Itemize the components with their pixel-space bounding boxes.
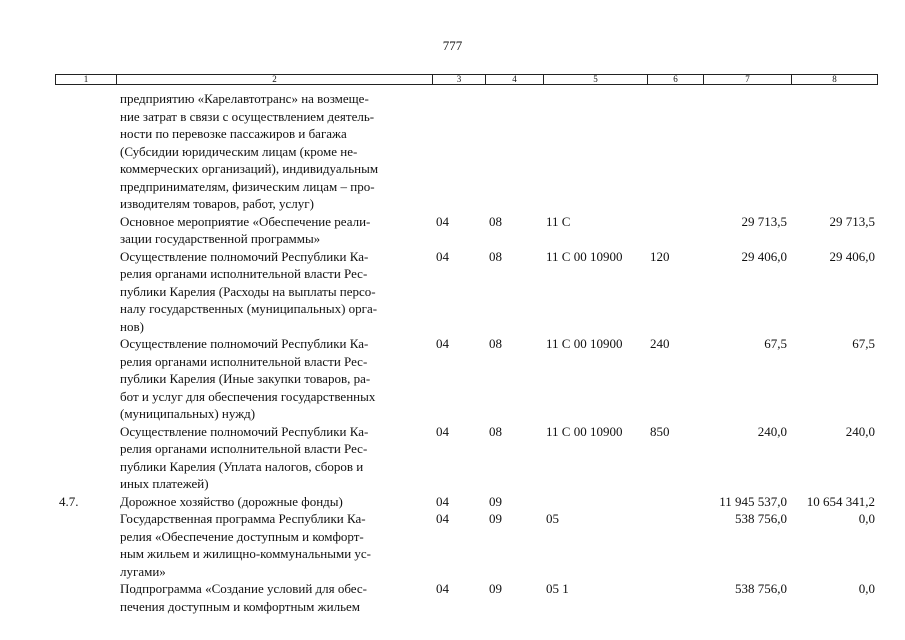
target-article-code: 11 С [546, 213, 571, 229]
target-article-code: 11 С 00 10900 [546, 336, 623, 351]
subsection-code: 09 [489, 581, 502, 596]
amount-col7: 67,5 [764, 336, 787, 351]
section-code: 04 [436, 213, 449, 229]
target-article-code: 05 1 [546, 581, 569, 596]
section-code: 04 [436, 581, 449, 596]
row-number [55, 423, 116, 493]
amount-col8: 0,0 [858, 511, 875, 526]
amount-col8: 29 713,5 [829, 213, 875, 229]
subsection-code: 08 [489, 336, 502, 351]
column-header-4: 4 [486, 75, 544, 84]
section-code: 04 [436, 423, 449, 439]
row-name: Дорожное хозяйство (дорожные фонды) [120, 493, 343, 509]
section-code: 04 [436, 511, 449, 526]
expense-type-code: 240 [650, 336, 670, 351]
table-row [55, 580, 878, 615]
expense-type-code [647, 213, 703, 248]
column-header-row [55, 74, 878, 85]
amount-col7 [703, 90, 791, 213]
column-header-8: 8 [832, 74, 837, 84]
table-row [55, 335, 878, 423]
subsection-code: 08 [489, 423, 502, 439]
amount-col8: 240,0 [845, 423, 875, 439]
column-header-7: 7 [704, 75, 792, 84]
row-number [55, 248, 116, 336]
row-name: Подпрограмма «Создание условий для обес- печения доступным и комфортным жильем [120, 581, 367, 614]
budget-table [55, 90, 878, 615]
amount-col7: 29 713,5 [741, 213, 787, 229]
row-number [55, 213, 116, 248]
expense-type-code [647, 510, 703, 580]
amount-col7: 11 945 537,0 [719, 493, 787, 509]
column-header-3: 3 [433, 75, 486, 84]
subsection-code: 08 [489, 213, 502, 229]
expense-type-code [647, 90, 703, 213]
target-article-code: 11 С 00 10900 [546, 248, 623, 264]
row-number: 4.7. [59, 493, 79, 509]
section-code: 04 [436, 336, 449, 351]
column-header-2: 2 [117, 75, 433, 84]
subsection-code [485, 90, 543, 213]
table-row [55, 213, 878, 248]
section-code: 04 [436, 248, 449, 264]
page-number: 777 [442, 38, 463, 53]
amount-col8: 29 406,0 [829, 248, 875, 264]
column-header-6: 6 [648, 75, 704, 84]
subsection-code: 08 [489, 248, 502, 264]
target-article-code [543, 493, 647, 511]
amount-col8: 67,5 [852, 336, 875, 351]
row-name: Государственная программа Республики Ка- релия «Обеспечение доступным и комфорт- ным жильем и жилищно-коммунальными ус- лугами» [120, 511, 371, 579]
expense-type-code: 120 [650, 248, 670, 264]
row-name: Основное мероприятие «Обеспечение реали- зации государственной программы» [120, 213, 371, 246]
row-number [55, 90, 116, 213]
expense-type-code [647, 493, 703, 511]
section-code: 04 [436, 493, 449, 509]
row-name: Осуществление полномочий Республики Ка- релия органами исполнительной власти Рес- публики Карелия (Иные закупки товаров, ра- бот и услуг для обеспечения государственных (муниципальных) нужд) [120, 336, 376, 421]
subsection-code: 09 [489, 493, 502, 509]
row-number [55, 335, 116, 423]
target-article-code: 11 С 00 10900 [546, 423, 623, 439]
amount-col8: 10 654 341,2 [806, 493, 875, 509]
expense-type-code [647, 580, 703, 615]
table-row [55, 423, 878, 493]
table-row [55, 493, 878, 511]
column-header-1: 1 [56, 75, 117, 84]
target-article-code [543, 90, 647, 213]
table-row [55, 90, 878, 213]
row-number [55, 510, 116, 580]
row-name: предприятию «Карелавтотранс» на возмеще- ние затрат в связи с осуществлением деятель- ности по перевозке пассажиров и багажа (Субсидии юридическим лицам (кроме не- коммерческих организаций), индивидуальным предпринимателям, физическим лицам – про- изводителям товаров, работ, услуг) [120, 91, 379, 211]
amount-col7: 29 406,0 [741, 248, 787, 264]
row-name: Осуществление полномочий Республики Ка- релия органами исполнительной власти Рес- публики Карелия (Расходы на выплаты персо- налу государственных (муниципальных) орга- нов) [120, 248, 378, 334]
row-name: Осуществление полномочий Республики Ка- релия органами исполнительной власти Рес- публики Карелия (Уплата налогов, сборов и иных платежей) [120, 423, 369, 491]
table-row [55, 248, 878, 336]
amount-col7: 538 756,0 [735, 581, 787, 596]
amount-col7: 240,0 [757, 423, 787, 439]
row-number [55, 580, 116, 615]
subsection-code: 09 [489, 511, 502, 526]
table-row [55, 510, 878, 580]
amount-col8 [791, 90, 878, 213]
column-header-5: 5 [544, 75, 648, 84]
section-code [432, 90, 485, 213]
target-article-code: 05 [546, 511, 559, 526]
expense-type-code: 850 [650, 423, 670, 439]
amount-col7: 538 756,0 [735, 511, 787, 526]
amount-col8: 0,0 [858, 581, 875, 596]
